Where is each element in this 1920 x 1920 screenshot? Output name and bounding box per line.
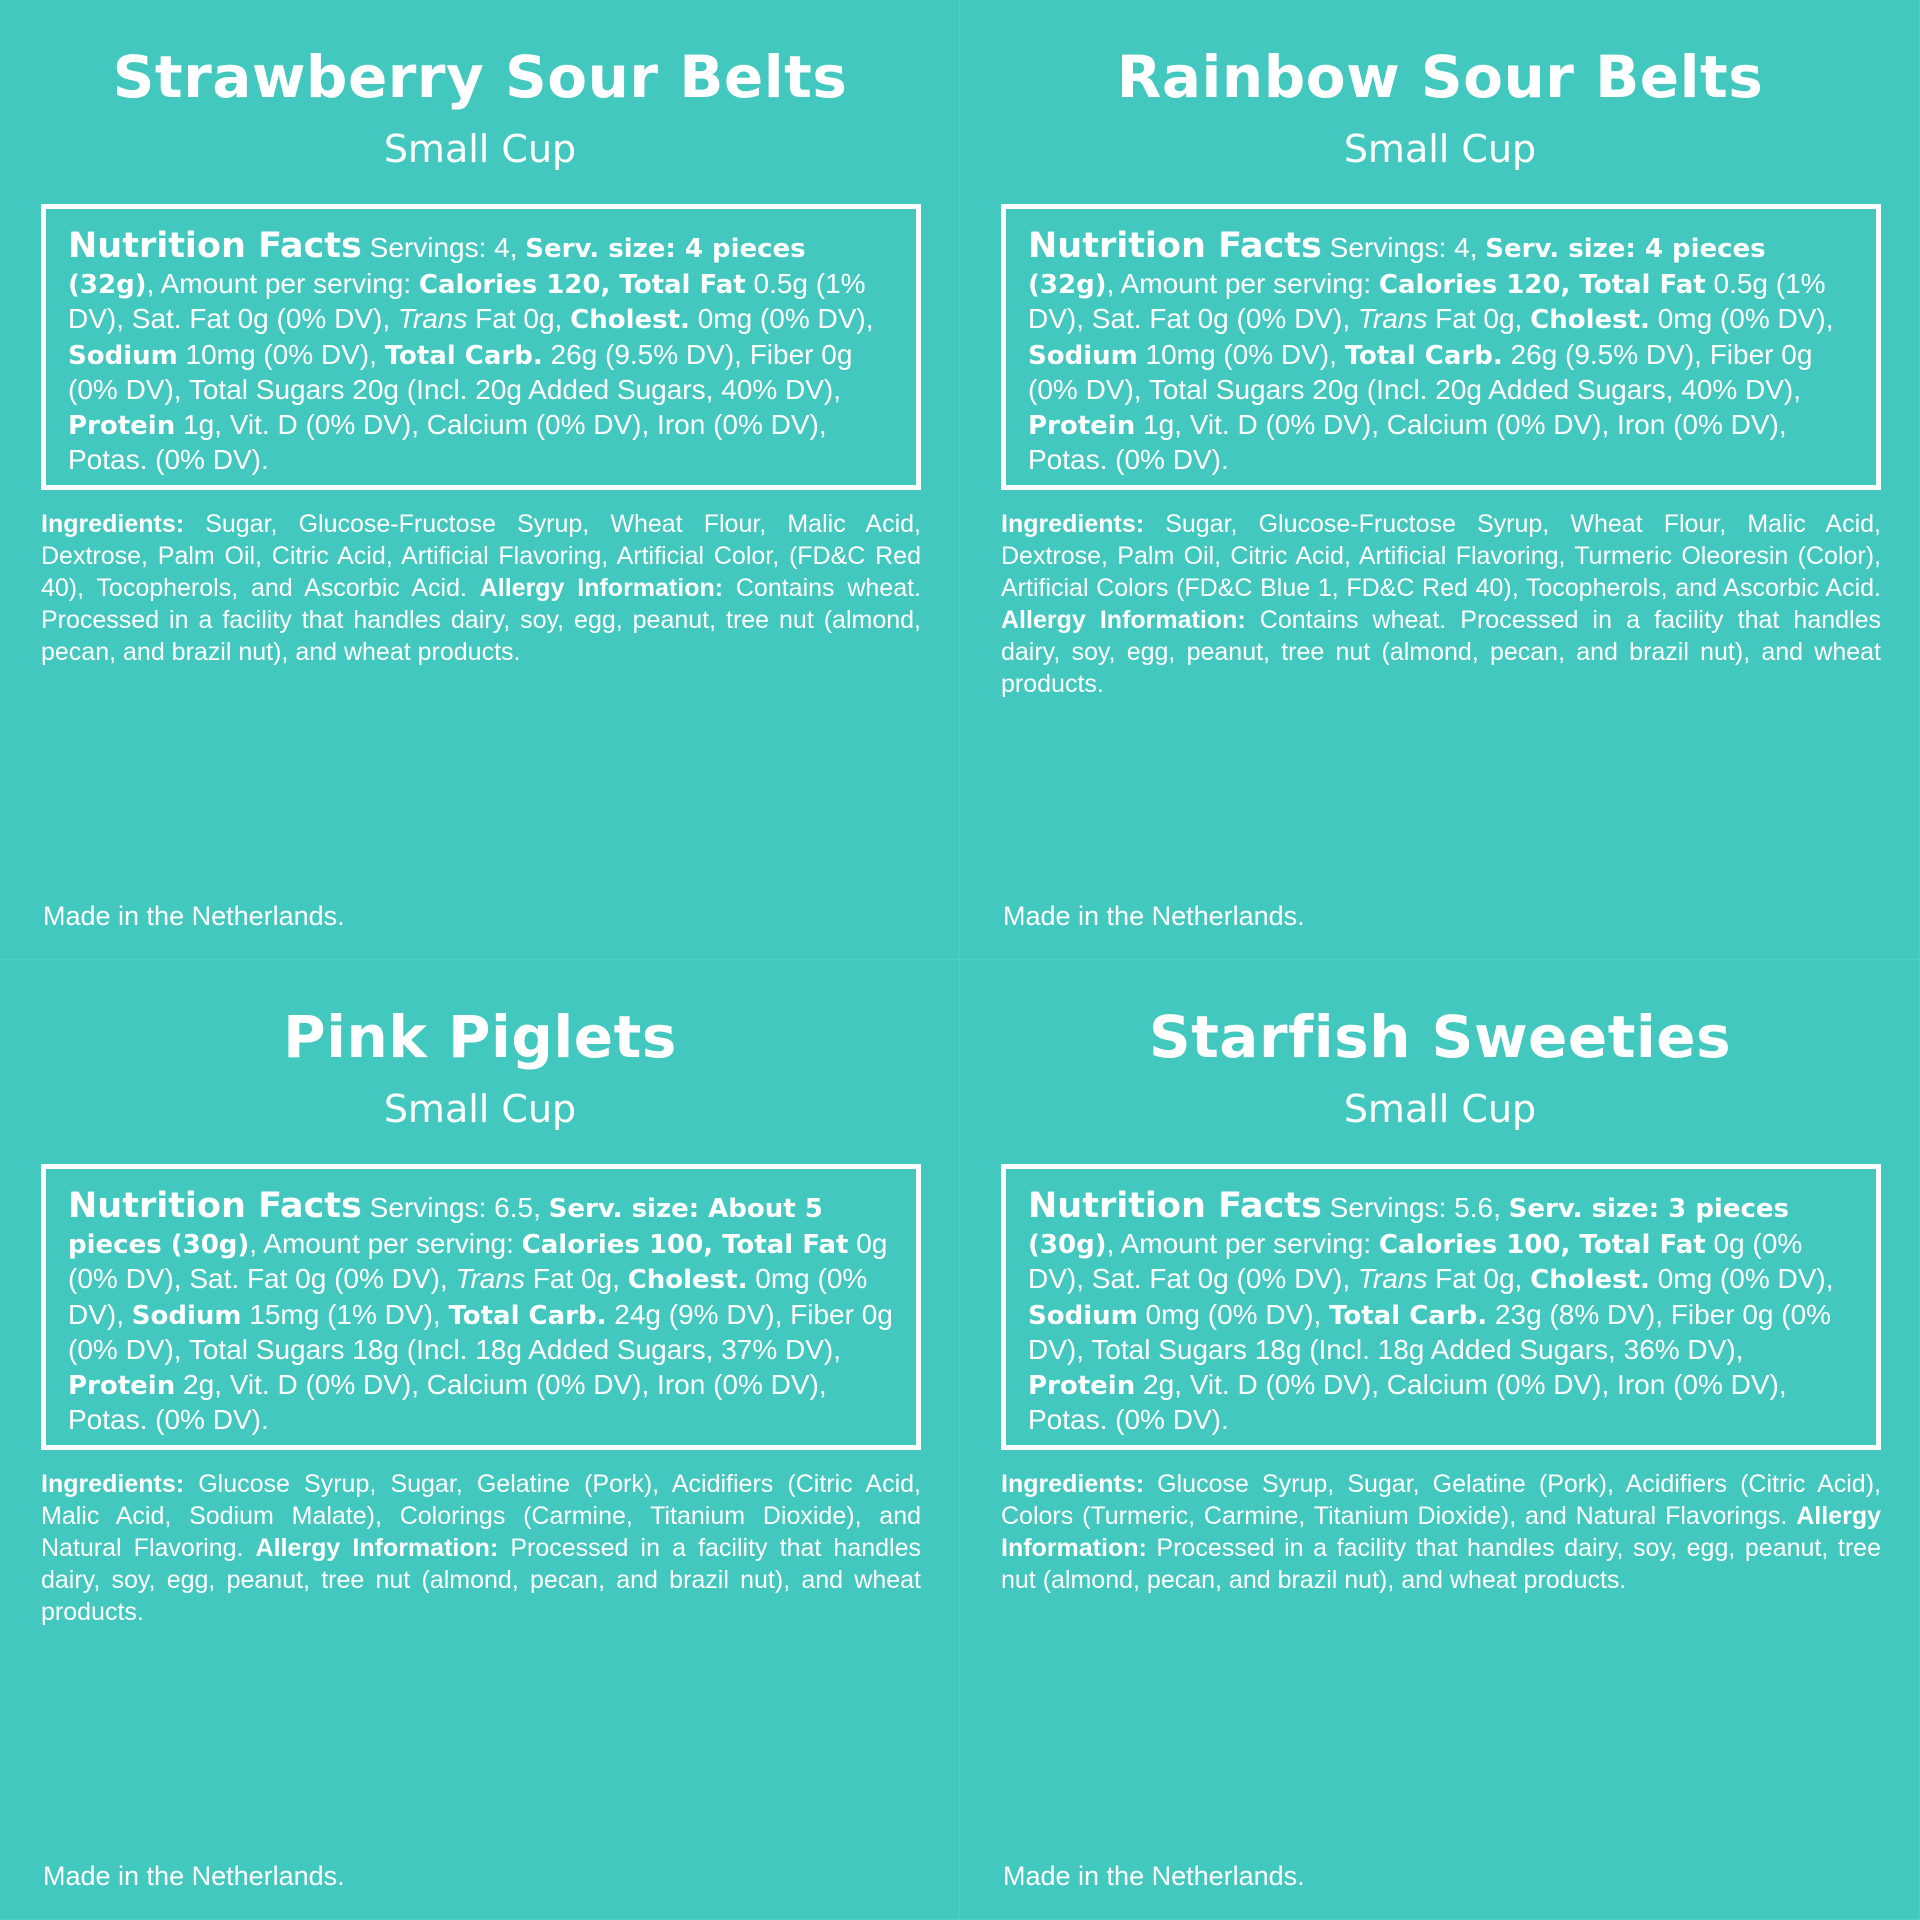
cholesterol-text: 0mg (0% DV),: [697, 303, 874, 334]
ingredients-label: Ingredients:: [41, 510, 185, 538]
sodium-text: 15mg (1% DV),: [249, 1298, 441, 1330]
serving-size-text: Serv. size: 3 pieces (30g): [1028, 1194, 1790, 1260]
servings-text: Servings: 4,: [369, 232, 518, 263]
allergy-label: Allergy Information:: [1001, 606, 1246, 634]
cholesterol-label: Cholest.: [1530, 1265, 1650, 1295]
sodium-label: Sodium: [1028, 1300, 1138, 1331]
product-name: Strawberry Sour Belts: [112, 43, 848, 111]
protein-text: 1g, Vit. D (0% DV), Calcium (0% DV), Iron (0% DV), Potas. (0% DV).: [68, 408, 827, 475]
allergy-text: Contains wheat. Processed in a facility that handles dairy, soy, egg, peanut, tree nut (almond, pecan, and brazil nut), and wheat products.: [41, 574, 921, 666]
ingredients-label: Ingredients:: [1001, 510, 1145, 538]
cholesterol-label: Cholest.: [1530, 305, 1650, 335]
trans-fat-text: Fat 0g,: [1435, 303, 1523, 334]
sodium-label: Sodium: [68, 340, 178, 371]
ingredients-block: [41, 1468, 921, 1628]
fat-text: 0g (0% DV), Sat. Fat 0g (0% DV),: [1028, 1227, 1803, 1294]
ingredients-block: [1001, 1468, 1881, 1596]
calories-text: Calories 100, Total Fat: [1378, 1229, 1706, 1260]
allergy-label: Allergy Information:: [479, 574, 724, 602]
protein-text: 1g, Vit. D (0% DV), Calcium (0% DV), Iron (0% DV), Potas. (0% DV).: [1028, 408, 1787, 475]
ingredients-text: Sugar, Glucose-Fructose Syrup, Wheat Flour, Malic Acid, Dextrose, Palm Oil, Citric Acid, Artificial Flavoring, Turmeric Oleoresin (Color), Artificial Colors (FD&C Blue 1, FD&C Red 40), Tocopherols, and Ascorbic Acid.: [1001, 510, 1882, 602]
ingredients-label: Ingredients:: [1001, 1470, 1145, 1498]
nutrition-facts-title: Nutrition Facts: [68, 226, 362, 266]
total-carb-text: 26g (9.5% DV), Fiber 0g (0% DV), Total Sugars 20g (Incl. 20g Added Sugars, 40% DV),: [1028, 338, 1813, 405]
cup-size: Small Cup: [383, 1087, 577, 1131]
total-carb-label: Total Carb.: [448, 1300, 607, 1331]
total-carb-text: 26g (9.5% DV), Fiber 0g (0% DV), Total Sugars 20g (Incl. 20g Added Sugars, 40% DV),: [68, 338, 853, 405]
nutrition-facts-title: Nutrition Facts: [68, 1186, 362, 1226]
calories-text: Calories 120, Total Fat: [1378, 269, 1706, 300]
cup-size: Small Cup: [383, 127, 577, 171]
country-of-origin: Made in the Netherlands.: [43, 1861, 345, 1891]
fat-text: 0.5g (1% DV), Sat. Fat 0g (0% DV),: [1028, 267, 1826, 334]
servings-text: Servings: 6.5,: [369, 1192, 541, 1223]
nutrition-facts-box: [41, 204, 921, 490]
trans-label: Trans: [1357, 1263, 1428, 1294]
amount-per-serving-text: , Amount per serving:: [146, 267, 412, 299]
allergy-label: Allergy Information:: [1001, 1502, 1881, 1562]
cholesterol-text: 0mg (0% DV),: [68, 1263, 868, 1330]
amount-per-serving-text: , Amount per serving:: [1106, 1227, 1372, 1259]
serving-size-text: Serv. size: 4 pieces (32g): [68, 234, 806, 300]
sodium-text: 0mg (0% DV),: [1145, 1298, 1322, 1330]
allergy-text: Processed in a facility that handles dairy, soy, egg, peanut, tree nut (almond, pecan, and brazil nut), and wheat products.: [1001, 1534, 1881, 1594]
cholesterol-text: 0mg (0% DV),: [1657, 1263, 1834, 1294]
cholesterol-label: Cholest.: [570, 305, 690, 335]
servings-text: Servings: 5.6,: [1329, 1192, 1501, 1223]
amount-per-serving-text: , Amount per serving:: [1106, 267, 1372, 299]
country-of-origin: Made in the Netherlands.: [1003, 1861, 1305, 1891]
total-carb-text: 23g (8% DV), Fiber 0g (0% DV), Total Sugars 18g (Incl. 18g Added Sugars, 36% DV),: [1028, 1298, 1832, 1365]
cup-size: Small Cup: [1343, 1087, 1537, 1131]
total-carb-label: Total Carb.: [384, 340, 543, 371]
cholesterol-text: 0mg (0% DV),: [1657, 303, 1834, 334]
total-carb-label: Total Carb.: [1344, 340, 1503, 371]
product-name: Starfish Sweeties: [1148, 1003, 1732, 1071]
cholesterol-label: Cholest.: [627, 1265, 748, 1295]
nutrition-facts-box: [1001, 1164, 1881, 1450]
country-of-origin: Made in the Netherlands.: [1003, 901, 1305, 931]
servings-text: Servings: 4,: [1329, 232, 1478, 263]
amount-per-serving-text: , Amount per serving:: [249, 1227, 514, 1259]
fat-text: 0g (0% DV), Sat. Fat 0g (0% DV),: [68, 1227, 888, 1294]
protein-label: Protein: [68, 1370, 176, 1401]
product-name: Pink Piglets: [283, 1003, 677, 1071]
protein-label: Protein: [1028, 1370, 1136, 1401]
product-label-panel: [0, 960, 960, 1920]
allergy-label: Allergy Information:: [255, 1534, 499, 1562]
ingredients-text: Glucose Syrup, Sugar, Gelatine (Pork), Acidifiers (Citric Acid), Colors (Turmeric, Carmine, Titanium Dioxide), and Natural Flavorings.: [1001, 1470, 1881, 1530]
ingredients-block: [41, 508, 921, 668]
ingredients-text: Glucose Syrup, Sugar, Gelatine (Pork), Acidifiers (Citric Acid, Malic Acid, Sodium Malate), Colorings (Carmine, Titanium Dioxide), and Natural Flavoring.: [41, 1470, 921, 1562]
protein-label: Protein: [1028, 410, 1136, 441]
trans-label: Trans: [1357, 303, 1428, 334]
cup-size: Small Cup: [1343, 127, 1537, 171]
country-of-origin: Made in the Netherlands.: [43, 901, 345, 931]
sodium-label: Sodium: [1028, 340, 1138, 371]
allergy-text: Contains wheat. Processed in a facility that handles dairy, soy, egg, peanut, tree nut (almond, pecan, and brazil nut), and wheat products.: [1001, 606, 1882, 698]
protein-text: 2g, Vit. D (0% DV), Calcium (0% DV), Iron (0% DV), Potas. (0% DV).: [1028, 1368, 1787, 1435]
trans-label: Trans: [397, 303, 468, 334]
product-label-panel: [960, 0, 1920, 960]
nutrition-facts-box: [1001, 204, 1881, 490]
allergy-text: Processed in a facility that handles dairy, soy, egg, peanut, tree nut (almond, pecan, and brazil nut), and wheat products.: [41, 1534, 921, 1626]
total-carb-text: 24g (9% DV), Fiber 0g (0% DV), Total Sugars 18g (Incl. 18g Added Sugars, 37% DV),: [68, 1298, 893, 1365]
protein-label: Protein: [68, 410, 176, 441]
nutrition-facts-box: [41, 1164, 921, 1450]
total-carb-label: Total Carb.: [1329, 1300, 1488, 1331]
product-label-panel: [0, 0, 960, 960]
protein-text: 2g, Vit. D (0% DV), Calcium (0% DV), Iron (0% DV), Potas. (0% DV).: [68, 1368, 827, 1435]
ingredients-block: [1001, 508, 1881, 700]
serving-size-text: Serv. size: 4 pieces (32g): [1028, 234, 1766, 300]
fat-text: 0.5g (1% DV), Sat. Fat 0g (0% DV),: [68, 267, 866, 334]
product-label-panel: [960, 960, 1920, 1920]
ingredients-label: Ingredients:: [41, 1470, 185, 1498]
trans-fat-text: Fat 0g,: [475, 303, 563, 334]
serving-size-text: Serv. size: About 5 pieces (30g): [68, 1194, 823, 1260]
sodium-text: 10mg (0% DV),: [185, 338, 377, 370]
sodium-text: 10mg (0% DV),: [1145, 338, 1337, 370]
product-name: Rainbow Sour Belts: [1116, 43, 1764, 111]
trans-fat-text: Fat 0g,: [532, 1263, 620, 1294]
sodium-label: Sodium: [131, 1300, 242, 1331]
calories-text: Calories 100, Total Fat: [521, 1229, 849, 1260]
nutrition-facts-title: Nutrition Facts: [1028, 1186, 1322, 1226]
calories-text: Calories 120, Total Fat: [418, 269, 746, 300]
trans-fat-text: Fat 0g,: [1435, 1263, 1523, 1294]
ingredients-text: Sugar, Glucose-Fructose Syrup, Wheat Flour, Malic Acid, Dextrose, Palm Oil, Citric Acid, Artificial Flavoring, Artificial Color, (FD&C Red 40), Tocopherols, and Ascorbic Acid.: [41, 510, 922, 602]
nutrition-facts-title: Nutrition Facts: [1028, 226, 1322, 266]
trans-label: Trans: [455, 1263, 525, 1294]
